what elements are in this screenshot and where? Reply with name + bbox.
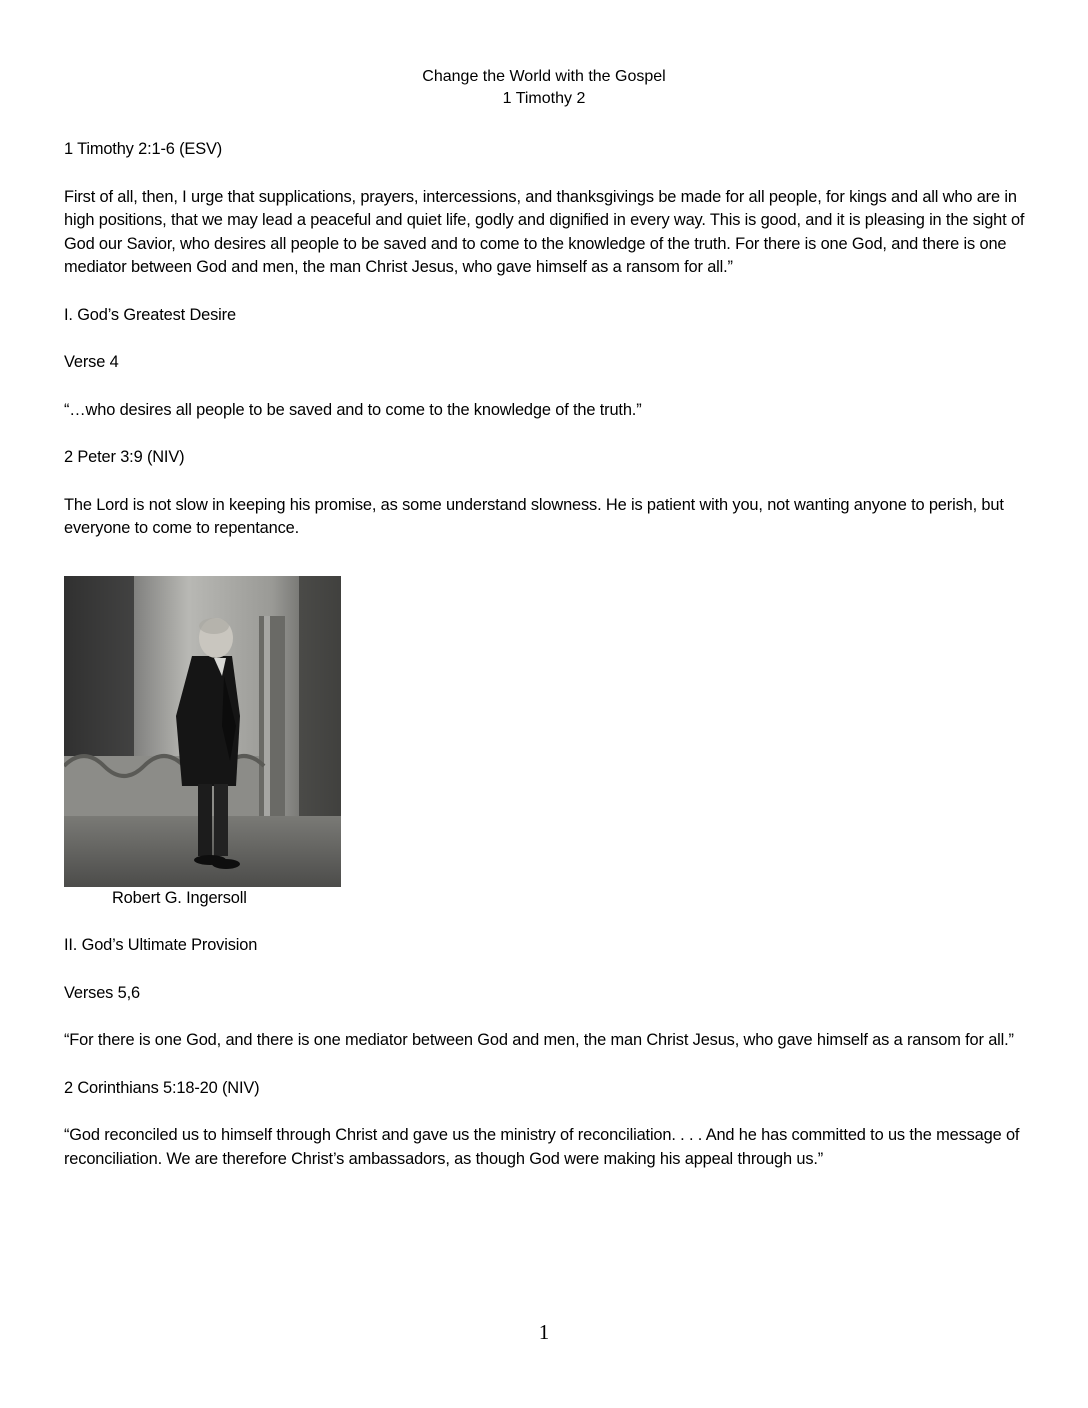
photo-caption: Robert G. Ingersoll [112,888,247,907]
verse-label: Verse 4 [64,353,119,371]
scripture-reference: 2 Corinthians 5:18-20 (NIV) [64,1078,260,1097]
verse-quote: “…who desires all people to be saved and to come to the knowledge of the truth.” [64,400,642,419]
title-block [0,66,1088,110]
scripture-passage: The Lord is not slow in keeping his promise, as some understand slowness. He is patient with you, not wanting anyone to perish, but everyone to come to repentance. [64,495,1004,537]
verse-quote: “For there is one God, and there is one mediator between God and men, the man Christ Jesus, who gave himself as a ransom for all.” [64,1031,1014,1049]
document-subtitle: 1 Timothy 2 [502,90,586,107]
section-heading: II. God’s Ultimate Provision [64,936,258,954]
scripture-passage: “God reconciled us to himself through Christ and gave us the ministry of reconciliation. . . . And he has committed to us the message of reconciliation. We are therefore Christ’s ambassadors, as though God were making his appeal through us.” [64,1126,1020,1168]
verse-label: Verses 5,6 [64,983,140,1002]
scripture-reference: 2 Peter 3:9 (NIV) [64,448,185,466]
section-heading: I. God’s Greatest Desire [64,305,236,324]
portrait-photo [64,576,341,887]
scripture-passage: First of all, then, I urge that supplications, prayers, intercessions, and thanksgivings be made for all people, for kings and all who are in high positions, that we may lead a peaceful and quiet life, godly and dignified in every way. This is good, and it is pleasing in the sight of God our Savior, who desires all people to be saved and to come to the knowledge of the truth. For there is one God, and there is one mediator between God and men, the man Christ Jesus, who gave himself as a ransom for all.” [64,187,1025,276]
scripture-reference: 1 Timothy 2:1-6 (ESV) [64,140,223,158]
page-number: 1 [538,1320,550,1344]
document-title: Change the World with the Gospel [422,68,666,85]
document-body [64,138,1032,1171]
